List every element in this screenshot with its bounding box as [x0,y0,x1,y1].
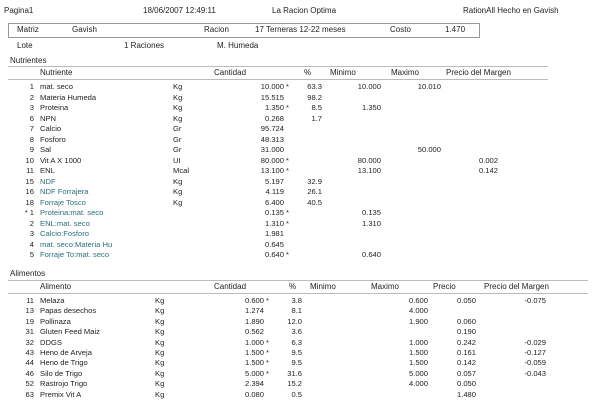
limit-star: * [266,348,269,357]
maximum: 4.000 [408,306,428,316]
limit-star: * [286,82,289,91]
foods-header-pct: % [289,282,297,291]
table-row [0,124,600,134]
percent: 1.7 [311,113,322,123]
quantity: 0.268 [264,113,284,123]
foods-header-margin: Precio del Margen [484,282,549,291]
row-number: 5 [29,250,34,259]
quantity: 5.197 [264,176,284,186]
percent: 26.1 [307,187,322,196]
report-title: La Racion Optima [272,6,337,15]
table-row [0,369,600,379]
foods-header-max: Maximo [371,282,400,291]
row-number: 13 [25,306,34,316]
foods-section-title: Alimentos [10,269,46,278]
unit: Gr [173,124,182,133]
unit: Kg [155,389,165,399]
food-name: Premix Vit A [40,389,82,399]
percent: 8.1 [291,306,302,316]
quantity: 80.000 [260,155,284,165]
quantity: 1.981 [264,229,284,238]
row-number: 7 [29,124,34,133]
nutrient-name: NPN [40,113,57,123]
table-row [0,114,600,124]
unit: Kg [155,327,165,337]
price: 0.161 [456,348,476,357]
unit: Kg [173,103,183,112]
maximum: 4.000 [408,379,428,389]
food-name: Silo de Trigo [40,368,83,378]
quantity: 1.500 [244,348,264,357]
limit-star: * [266,337,269,347]
table-row [0,250,600,260]
report-datetime: 18/06/2007 12:49:11 [143,6,216,15]
margin-price: -0.059 [524,358,546,368]
margin-price: -0.029 [524,337,546,347]
table-row [0,208,600,218]
nutrient-name: Forraje To:mat. seco [40,250,110,259]
row-number: * 1 [24,208,34,217]
maximum: 5.000 [408,368,428,378]
limit-star: * [286,155,289,165]
food-name: Papas desechos [40,306,97,316]
row-number: 2 [29,218,34,228]
row-number: 8 [29,134,34,144]
costo-value: 1.470 [445,25,466,34]
quantity: 6.400 [264,197,284,207]
row-number: 15 [25,176,34,186]
table-row [0,187,600,197]
table-row [0,145,600,155]
row-number: 31 [25,327,34,337]
row-number: 6 [29,113,34,123]
racion-value: 17 Terneras 12-22 meses [255,25,346,34]
maximum: 1.900 [408,316,428,326]
price: 0.050 [456,379,476,389]
unit: Kg [173,187,183,196]
row-number: 18 [25,197,34,207]
margin-price: -0.043 [524,368,546,378]
nutrient-name: NDF Forrajera [40,187,89,196]
nutrient-name: Proteina [40,103,69,112]
unit: Mcal [173,166,190,175]
quantity: 10.000 [260,82,284,91]
row-number: 44 [25,358,34,368]
unit: Kg [155,296,165,305]
minimum: 1.350 [361,103,381,112]
quantity: 15.515 [260,92,284,102]
foods-header-min: Minimo [310,282,336,291]
maximum: 1.500 [408,358,428,368]
unit: Gr [173,134,182,144]
costo-label: Costo [390,25,411,34]
table-row [0,306,600,316]
unit: Kg [155,379,165,389]
minimum: 0.135 [361,208,381,217]
minimum: 0.640 [361,250,381,259]
table-row [0,82,600,92]
quantity: 0.645 [264,239,284,249]
margin-price: -0.127 [524,348,546,357]
nutrient-name: Forraje Tosco [40,197,86,207]
price: 1.480 [456,389,476,399]
nutrients-header-min: Minimo [330,68,356,77]
percent: 32.9 [307,176,322,186]
row-number: 4 [29,239,34,249]
nutrient-name: Proteina:mat. seco [40,208,104,217]
nutrients-header-price: Precio del Margen [446,68,511,77]
nutrient-name: NDF [40,176,56,186]
nutrient-name: Fosforo [40,134,66,144]
quantity: 13.100 [260,166,284,175]
percent: 40.5 [307,197,322,207]
minimum: 13.100 [357,166,381,175]
food-name: Rastrojo Trigo [40,379,88,389]
percent: 3.8 [291,296,302,305]
row-number: 43 [25,348,34,357]
nutrient-name: Vit A X 1000 [40,155,82,165]
price: 0.142 [456,358,476,368]
food-name: DDGS [40,337,62,347]
table-row [0,338,600,348]
unit: Kg [155,348,165,357]
limit-star: * [286,250,289,259]
unit: Kg [173,113,183,123]
table-row [0,348,600,358]
humeda-value: M. Humeda [217,41,259,50]
quantity: 0.135 [264,208,284,217]
percent: 0.5 [291,389,302,399]
matriz-label: Matriz [17,25,39,34]
quantity: 4.119 [265,187,284,196]
percent: 9.5 [291,358,302,368]
app-name: RationAll Hecho en Gavish [463,6,559,15]
percent: 63.3 [307,82,322,91]
quantity: 0.600 [244,296,264,305]
maximum: 1.000 [408,337,428,347]
nutrients-header-max: Maximo [391,68,420,77]
row-number: 9 [29,145,34,154]
row-number: 3 [29,103,34,112]
nutrients-header-qty: Cantidad [214,68,247,77]
nutrients-section-title: Nutrientes [10,56,47,65]
maximum: 1.500 [408,348,428,357]
unit: Kg [155,358,165,368]
table-row [0,317,600,327]
table-row [0,390,600,400]
nutrients-header-name: Nutriente [40,68,73,77]
foods-header-price: Precio [433,282,456,291]
quantity: 95.724 [260,124,284,133]
row-number: 11 [26,296,34,305]
quantity: 0.080 [244,389,264,399]
row-number: 11 [26,166,34,175]
quantity: 31.000 [260,145,284,154]
margin-price: 0.002 [478,155,498,165]
table-row [0,177,600,187]
table-row [0,156,600,166]
unit: Kg [173,82,183,91]
table-row [0,135,600,145]
limit-star: * [266,358,269,368]
quantity: 1.000 [244,337,264,347]
price: 0.242 [456,337,476,347]
percent: 8.5 [311,103,322,112]
percent: 12.0 [287,316,302,326]
unit: Gr [173,145,182,154]
quantity: 0.562 [244,327,264,337]
row-number: 3 [29,229,34,238]
nutrients-header-pct: % [304,68,312,77]
foods-header-name: Alimento [40,282,72,291]
page-number: Pagina1 [4,6,34,15]
nutrient-name: ENL [40,166,55,175]
table-row [0,103,600,113]
limit-star: * [286,166,289,175]
table-row [0,229,600,239]
nutrient-name: Calcio [40,124,62,133]
limit-star: * [286,218,289,228]
table-row [0,166,600,176]
percent: 6.3 [291,337,302,347]
table-row [0,219,600,229]
raciones-value: 1 Raciones [124,41,165,50]
limit-star: * [286,103,289,112]
food-name: Melaza [40,296,65,305]
racion-label: Racion [204,25,229,34]
unit: Kg [173,176,183,186]
unit: Kg [173,197,183,207]
minimum: 1.310 [361,218,381,228]
table-row [0,296,600,306]
table-row [0,240,600,250]
price: 0.190 [456,327,476,337]
lote-label: Lote [17,41,33,50]
quantity: 48.313 [260,134,284,144]
minimum: 10.000 [357,82,381,91]
maximum: 0.600 [408,296,428,305]
limit-star: * [266,296,269,305]
table-row [0,93,600,103]
row-number: 46 [25,368,34,378]
row-number: 16 [25,187,34,196]
food-name: Gluten Feed Maiz [40,327,100,337]
limit-star: * [266,368,269,378]
nutrient-name: Materia Humeda [40,92,97,102]
quantity: 1.500 [244,358,264,368]
price: 0.057 [456,368,476,378]
price: 0.060 [456,316,476,326]
row-number: 10 [25,155,34,165]
nutrient-name: ENL:mat. seco [40,218,90,228]
table-row [0,198,600,208]
matriz-value: Gavish [72,25,97,34]
unit: Kg [155,337,165,347]
quantity: 0.640 [264,250,284,259]
limit-star: * [286,208,289,217]
food-name: Heno de Trigo [40,358,88,368]
unit: UI [173,155,181,165]
unit: Kg [155,368,165,378]
unit: Kg [155,306,165,316]
minimum: 80.000 [357,155,381,165]
nutrient-name: Sal [40,145,51,154]
foods-header-qty: Cantidad [214,282,247,291]
margin-price: -0.075 [524,296,546,305]
row-number: 52 [25,379,34,389]
maximum: 10.010 [417,82,441,91]
row-number: 63 [25,389,34,399]
food-name: Heno de Arveja [40,348,92,357]
maximum: 50.000 [417,145,441,154]
percent: 15.2 [287,379,302,389]
table-row [0,379,600,389]
percent: 9.5 [291,348,302,357]
table-row [0,327,600,337]
row-number: 2 [29,92,34,102]
percent: 31.6 [287,368,302,378]
row-number: 19 [25,316,34,326]
quantity: 5.000 [244,368,264,378]
nutrient-name: Calcio:Fosforo [40,229,89,238]
quantity: 1.890 [244,316,264,326]
percent: 98.2 [307,92,322,102]
unit: Kg [155,316,165,326]
table-row [0,358,600,368]
margin-price: 0.142 [478,166,498,175]
quantity: 1.274 [244,306,264,316]
nutrient-name: mat. seco [40,82,73,91]
quantity: 2.394 [244,379,264,389]
quantity: 1.310 [264,218,284,228]
row-number: 32 [25,337,34,347]
unit: Kg [173,92,183,102]
percent: 3.6 [291,327,302,337]
row-number: 1 [29,82,34,91]
food-name: Pollinaza [40,316,71,326]
quantity: 1.350 [264,103,284,112]
nutrient-name: mat. seco:Materia Hu [40,239,113,249]
price: 0.050 [456,296,476,305]
